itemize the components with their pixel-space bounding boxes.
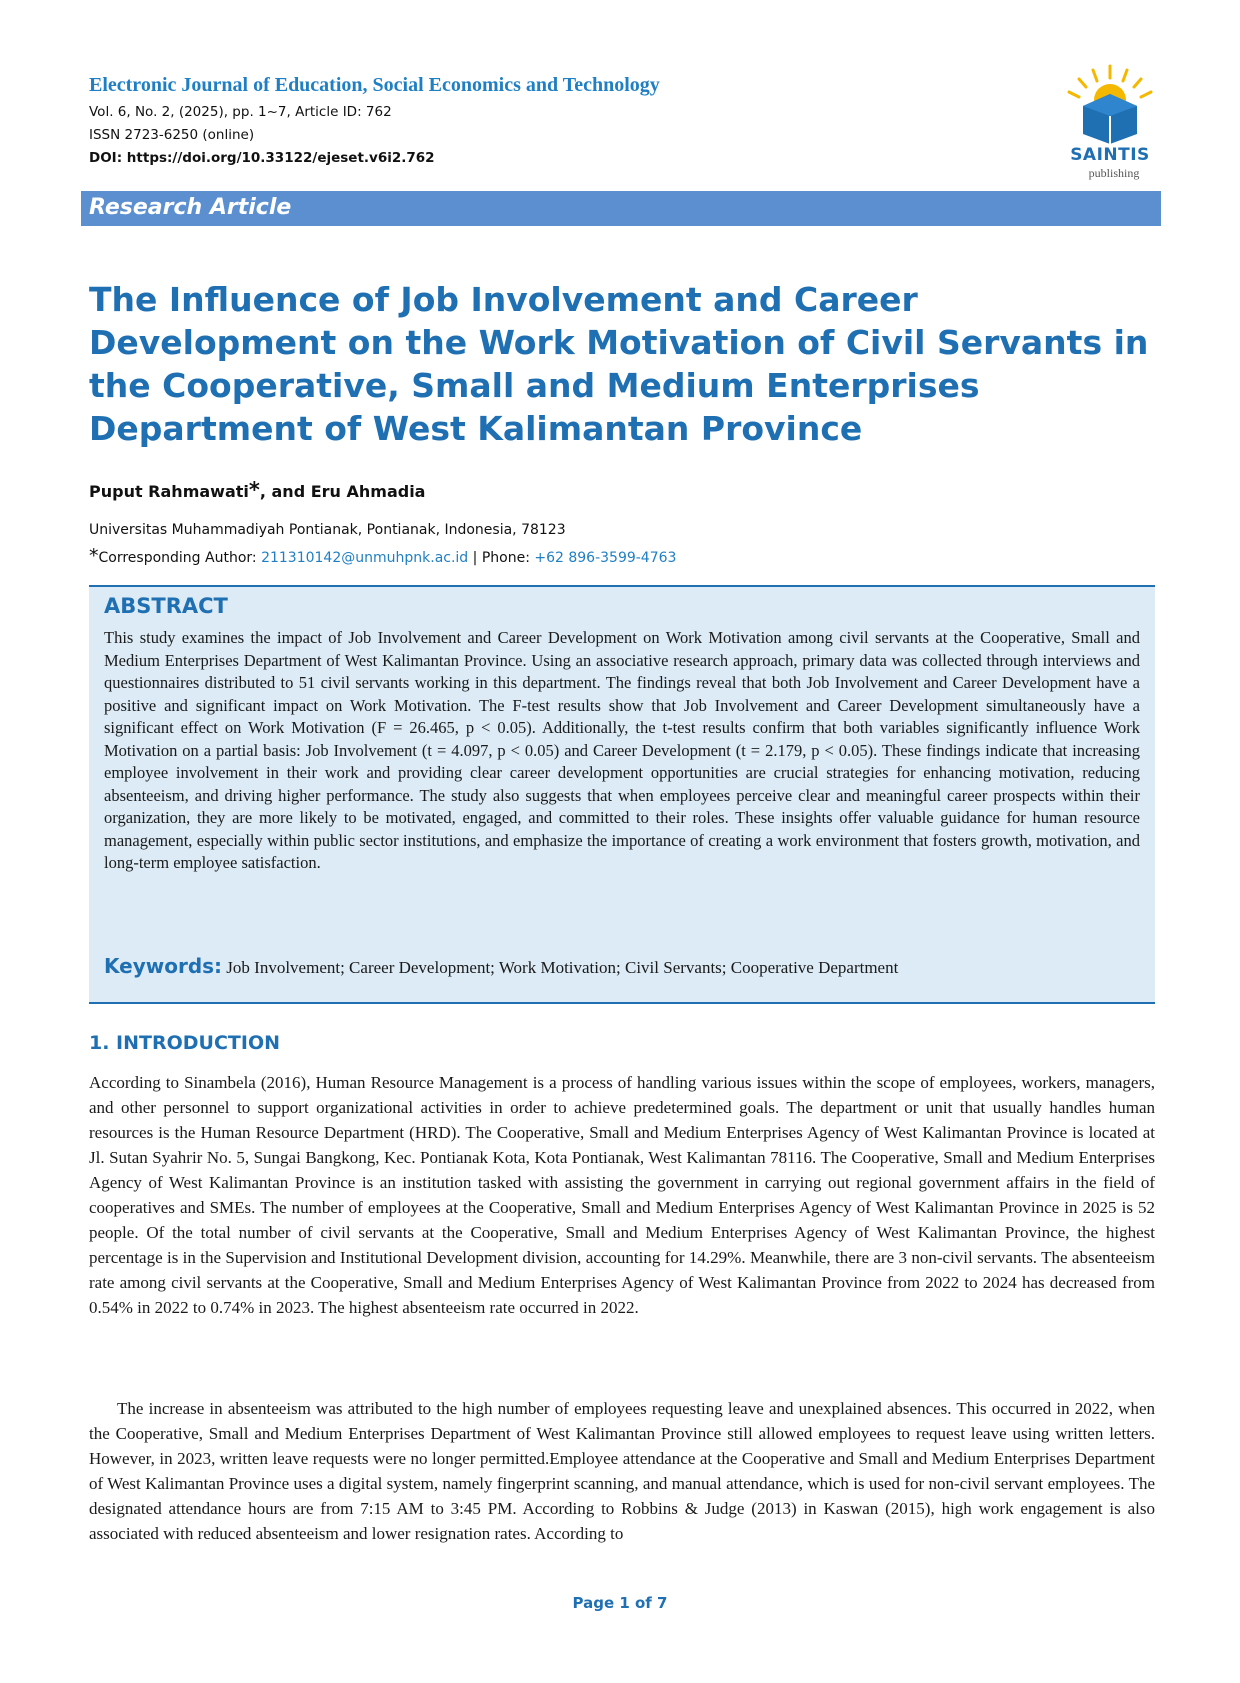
corresponding-phone-link[interactable]: +62 896-3599-4763	[534, 550, 677, 566]
other-authors: , and Eru Ahmadia	[259, 482, 426, 501]
volume-line: Vol. 6, No. 2, (2025), pp. 1~7, Article ID: 762	[89, 104, 392, 120]
paper-title: The Influence of Job Involvement and Career Development on the Work Motivation of Civil Servants in the Cooperative, Small and Medium Enterprises Department of West Kalimantan Province	[89, 280, 1149, 448]
affiliation: Universitas Muhammadiyah Pontianak, Pontianak, Indonesia, 78123	[89, 522, 566, 538]
introduction-heading: 1. INTRODUCTION	[89, 1032, 280, 1054]
corresponding-label: Corresponding Author:	[98, 550, 262, 566]
issn-line: ISSN 2723-6250 (online)	[89, 127, 255, 143]
corresponding-star: *	[248, 478, 260, 502]
abstract-heading: ABSTRACT	[104, 594, 228, 618]
keywords-label: Keywords:	[104, 954, 223, 978]
introduction-paragraph-2: The increase in absenteeism was attributed to the high number of employees requesting leave and unexplained absences. This occurred in 2022, when the Cooperative, Small and Medium Enterprises Department of West Kalimantan Province still allowed employees to request leave using written letters. However, in 2023, written leave requests were no longer permitted.Employee attendance at the Cooperative and Small and Medium Enterprises Department of West Kalimantan Province uses a digital system, namely fingerprint scanning, and manual attendance, which is used for non-civil servant employees. The designated attendance hours are from 7:15 AM to 3:45 PM. According to Robbins & Judge (2013) in Kaswan (2015), high work engagement is also associated with reduced absenteeism and lower resignation rates. According to	[89, 1399, 1155, 1543]
introduction-paragraph-1: According to Sinambela (2016), Human Resource Management is a process of handling various issues within the scope of employees, workers, managers, and other personnel to support organizational activities in order to achieve predetermined goals. The department or unit that usually handles human resources is the Human Resource Department (HRD). The Cooperative, Small and Medium Enterprises Agency of West Kalimantan Province is located at Jl. Sutan Syahrir No. 5, Sungai Bangkong, Kec. Pontianak Kota, Kota Pontianak, West Kalimantan 78116. The Cooperative, Small and Medium Enterprises Agency of West Kalimantan Province is an institution tasked with assisting the government in carrying out regional government affairs in the field of cooperatives and SMEs. The number of employees at the Cooperative, Small and Medium Enterprises Agency of West Kalimantan Province in 2025 is 52 people. Of the total number of civil servants at the Cooperative, Small and Medium Enterprises Agency of West Kalimantan Province, the highest percentage is in the Supervision and Institutional Development division, accounting for 14.29%. Meanwhile, there are 3 non-civil servants. The absenteeism rate among civil servants at the Cooperative, Small and Medium Enterprises Agency of West Kalimantan Province from 2022 to 2024 has decreased from 0.54% in 2022 to 0.74% in 2023. The highest absenteeism rate occurred in 2022.	[89, 1073, 1155, 1317]
first-author: Puput Rahmawati	[89, 482, 249, 501]
author-line	[89, 478, 425, 502]
logo-subtitle: publishing	[1088, 166, 1140, 180]
corresponding-email-link[interactable]: 211310142@unmuhpnk.ac.id	[261, 550, 469, 566]
article-type-bar	[81, 191, 1161, 226]
logo-name: SAINTIS	[1070, 145, 1150, 165]
page-number: Page 1 of 7	[572, 1594, 668, 1612]
doi-line: DOI: https://doi.org/10.33122/ejeset.v6i2.762	[89, 150, 435, 166]
corresponding-star-mark: *	[89, 545, 99, 567]
abstract-box	[89, 585, 1155, 1004]
keywords-line	[104, 954, 1144, 978]
article-type-label: Research Article	[89, 195, 292, 220]
corresponding-line	[89, 545, 676, 567]
phone-separator: | Phone:	[468, 550, 535, 566]
journal-name: Electronic Journal of Education, Social Economics and Technology	[89, 74, 660, 96]
keywords-list: Job Involvement; Career Development; Work Motivation; Civil Servants; Cooperative Department	[226, 958, 899, 977]
abstract-text: This study examines the impact of Job Involvement and Career Development on Work Motivation among civil servants at the Cooperative, Small and Medium Enterprises Department of West Kalimantan Province. Using an associative research approach, primary data was collected through interviews and questionnaires distributed to 51 civil servants working in this department. The findings reveal that both Job Involvement and Career Development have a positive and significant impact on Work Motivation. The F-test results show that Job Involvement and Career Development simultaneously have a significant effect on Work Motivation (F = 26.465, p < 0.05). Additionally, the t-test results confirm that both variables significantly influence Work Motivation on a partial basis: Job Involvement (t = 4.097, p < 0.05) and Career Development (t = 2.179, p < 0.05). These findings indicate that increasing employee involvement in their work and providing clear career development opportunities are crucial strategies for enhancing motivation, reducing absenteeism, and driving higher performance. The study also suggests that when employees perceive clear and meaningful career prospects within their organization, they are more likely to be motivated, engaged, and committed to their roles. These insights offer valuable guidance for human resource management, especially within public sector institutions, and emphasize the importance of creating a work environment that fosters growth, motivation, and long-term employee satisfaction.	[104, 628, 1140, 872]
